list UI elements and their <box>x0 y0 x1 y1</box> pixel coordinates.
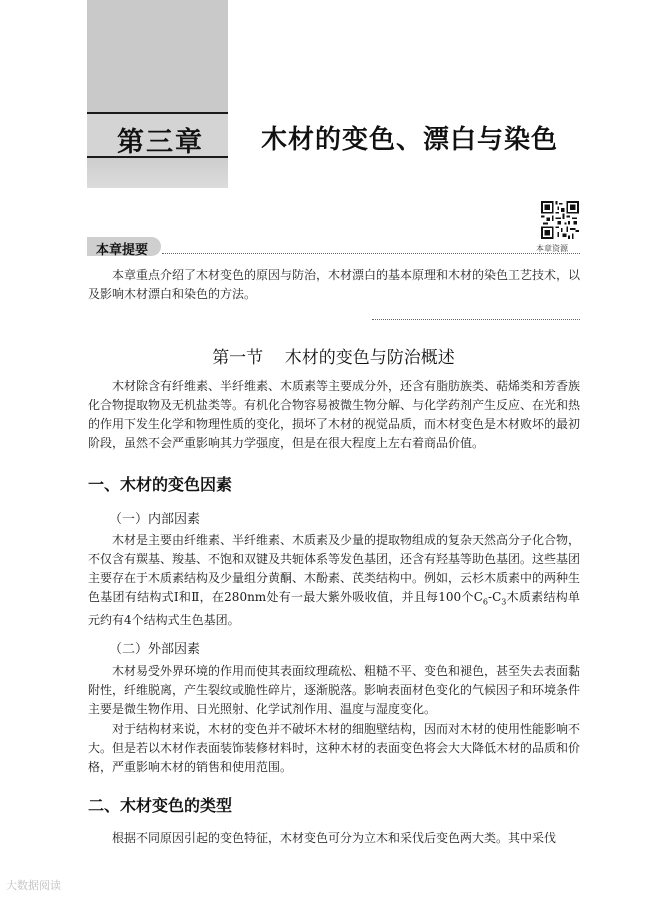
subscript-6: 6 <box>482 597 489 607</box>
summary-tag <box>87 237 161 256</box>
external-factors-paragraph-2: 对于结构材来说，木材的变色并不破坏木材的细胞壁结构，因而对木材的使用性能影响不大。但是若以木材作表面装饰装修材料时，这种木材的表面变色将会大大降低木材的品质和价格，严重影响木材的销售和使用范围。 <box>88 722 581 774</box>
subheading-external-factors: （二）外部因素 <box>109 642 201 657</box>
internal-factors-paragraph <box>88 531 580 630</box>
summary-divider-bottom <box>372 319 580 320</box>
summary-divider-top <box>162 253 580 254</box>
chapter-header <box>87 112 587 158</box>
internal-factors-text: 木材是主要由纤维素、半纤维素、木质素及少量的提取物组成的复杂天然高分子化合物，不仅含有羰基、羧基、不饱和双键及共轭体系等发色基团，还含有羟基等助色基团。这些基团主要存在于木质素结构及少量组分黄酮、木酚素、芪类结构中。例如，云杉木质素中的两种生色基团有结构式Ⅰ和Ⅱ，在280nm处有一最大紫外吸收值，并且每100个C <box>88 533 581 604</box>
summary-tag-label: 本章提要 <box>96 243 149 258</box>
internal-factors-text-end: 木质素结构单元约有4个结构式生色基团。 <box>88 590 580 628</box>
formula-dash: -C <box>488 590 502 604</box>
section-intro-paragraph: 木材除含有纤维素、半纤维素、木质素等主要成分外，还含有脂肪族类、萜烯类和芳香族化合物提取物及无机盐类等。有机化合物容易被微生物分解、与化学药剂产生反应、在光和热的作用下发生化学和物理性质的变化，损坏了木材的视觉品质，而木材变色是木材败坏的最初阶段，虽然不会严重影响其力学强度，但是在很大程度上左右着商品价值。 <box>88 379 581 450</box>
external-factors-paragraph-1: 木材易受外界环境的作用而使其表面纹理疏松、粗糙不平、变色和褪色，甚至失去表面黏附性，纤维脱离，产生裂纹或脆性碎片，逐渐脱落。影响表面材色变化的气候因子和环境条件主要是微生物作用、日光照射、化学试剂作用、温度与湿度变化。 <box>88 664 581 716</box>
subheading-internal-factors: （一）内部因素 <box>109 512 201 527</box>
watermark: 大数据阅读 <box>6 879 61 892</box>
section-title: 第一节 木材的变色与防治概述 <box>212 348 455 368</box>
chapter-title: 木材的变色、漂白与染色 <box>261 125 559 155</box>
qr-code-icon[interactable] <box>541 201 579 239</box>
summary-text: 本章重点介绍了木材变色的原因与防治，木材漂白的基本原理和木材的染色工艺技术，以及影响木材漂白和染色的方法。 <box>88 268 581 301</box>
qr-caption: 本章资源 <box>536 244 568 253</box>
subscript-3: 3 <box>501 597 507 607</box>
closing-paragraph: 根据不同原因引起的变色特征，木材变色可分为立木和采伐后变色两大类。其中采伐 <box>112 831 557 845</box>
heading-color-factors: 一、木材的变色因素 <box>88 475 233 494</box>
chapter-label: 第三章 <box>117 127 204 158</box>
heading-color-types: 二、木材变色的类型 <box>88 796 233 815</box>
chapter-label-box <box>87 112 228 158</box>
